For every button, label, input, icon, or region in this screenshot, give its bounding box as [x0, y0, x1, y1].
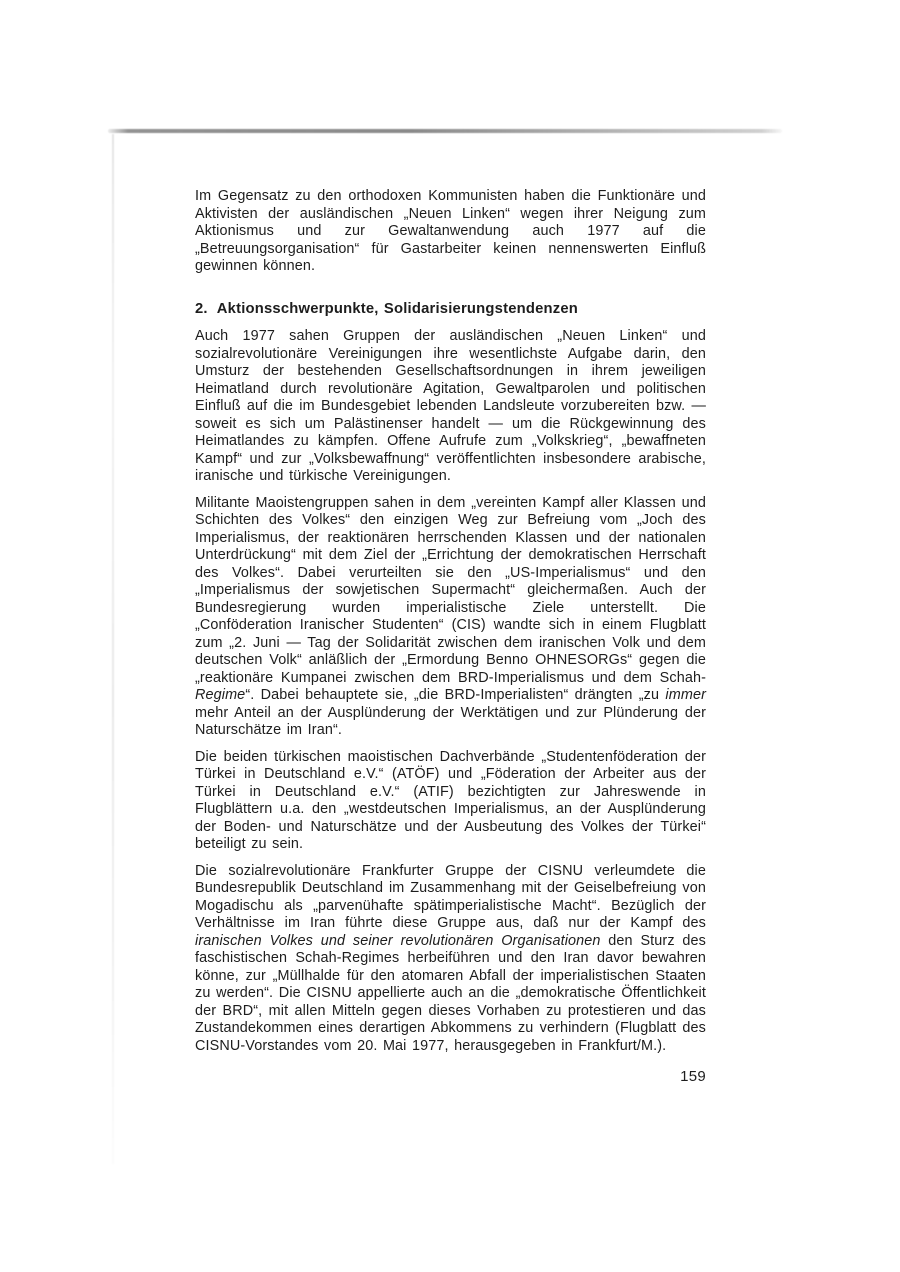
section-number: 2.: [195, 300, 208, 317]
page-top-edge-shadow: [108, 129, 782, 133]
page-number: 159: [680, 1068, 706, 1085]
text-segment: Militante Maoistengruppen sahen in dem „vereinten Kampf aller Klassen und Schichten des Volkes“ den einzigen Weg zur Befreiung vom „Joch des Imperialismus, der reaktionären herrschenden Klassen und der nationalen Unterdrückung“ mit dem Ziel der „Errichtung der demokratischen Herrschaft des Volkes“. Dabei verurteilten sie den „US-Imperialismus“ und den „Imperialismus der sowjetischen Supermacht“ gleichermaßen. Auch der Bundesregierung wurden imperialistische Ziele unterstellt. Die „Conföderation Iranischer Studenten“ (CIS) wandte sich in einem Flugblatt zum „2. Juni — Tag der Solidarität zwischen dem iranischen Volk und dem deutschen Volk“ anläßlich der „Ermordung Benno OHNESORGs“ gegen die „reaktionäre Kumpanei zwischen dem BRD-Imperialismus und dem Schah-: [195, 494, 706, 686]
text-segment: mehr Anteil an der Ausplünderung der Werktätigen und zur Plünderung der Naturschätze im Iran“.: [195, 704, 706, 738]
section-heading: [195, 301, 706, 319]
text-block: [195, 188, 706, 1086]
paragraph-tuerkische-verbaende: Die beiden türkischen maoistischen Dachverbände „Studentenföderation der Türkei in Deutschland e.V.“ (ATÖF) und „Föderation der Arbeiter aus der Türkei in Deutschland e.V.“ (ATIF) bezichtigten zur Jahreswende in Flugblättern u.a. den „westdeutschen Imperialismus, an der Ausplünderung der Boden- und Naturschätze und der Ausbeutung des Volkes der Türkei“ beteiligt zu sein.: [195, 748, 706, 852]
text-segment: den Sturz des faschistischen Schah-Regimes herbeiführen und den Iran davor bewahren könne, zur „Müllhalde für den atomaren Abfall der imperialistischen Staaten zu werden“. Die CISNU appellierte auch an die „demokratische Öffentlichkeit der BRD“, mit allen Mitteln gegen dieses Vorhaben zu protestieren und das Zustandekommen eines derartigen Abkommens zu verhindern (Flugblatt des CISNU-Vorstandes vom 20. Mai 1977, herausgegeben in Frankfurt/M.).: [195, 932, 706, 1054]
text-segment: Die sozialrevolutionäre Frankfurter Gruppe der CISNU verleumdete die Bundesrepublik Deutschland im Zusammenhang mit der Geiselbefreiung von Mogadischu als „parvenühafte spätimperialistische Macht“. Bezüglich der Verhältnisse im Iran führte diese Gruppe aus, daß nur der Kampf des: [195, 862, 706, 931]
section-title: Aktionsschwerpunkte, Solidarisierungstendenzen: [216, 300, 579, 317]
paragraph-cisnu: [195, 863, 706, 1056]
text-segment-italic: iranischen Volkes und seiner revolutionären Organisationen: [195, 932, 601, 949]
page-left-edge-shadow: [112, 134, 114, 1164]
text-segment-italic: Regime: [195, 687, 246, 703]
paragraph-maoisten: [195, 495, 706, 740]
text-segment-italic: immer: [665, 687, 706, 703]
intro-paragraph: Im Gegensatz zu den orthodoxen Kommunisten haben die Funktionäre und Aktivisten der ausländischen „Neuen Linken“ wegen ihrer Neigung zum Aktionismus und zur Gewaltanwendung auch 1977 auf die „Betreuungsorganisation“ für Gastarbeiter keinen nennenswerten Einfluß gewinnen können.: [195, 188, 706, 274]
text-segment: “. Dabei behauptete sie, „die BRD-Imperialisten“ drängten „zu: [245, 687, 666, 703]
paragraph-aktionen: Auch 1977 sahen Gruppen der ausländischen „Neuen Linken“ und sozialrevolutionäre Vereinigungen ihre wesentlichste Aufgabe darin, den Umsturz der bestehenden Gesellschaftsordnungen in ihrem jeweiligen Heimatland durch revolutionäre Agitation, Gewaltparolen und politischen Einfluß auf die im Bundesgebiet lebenden Landsleute vorzubereiten bzw. — soweit es sich um Palästinenser handelt — um die Rückgewinnung des Heimatlandes zu kämpfen. Offene Aufrufe zum „Volkskrieg“, „bewaffneten Kampf“ und zur „Volksbewaffnung“ veröffentlichten insbesondere arabische, iranische und türkische Vereinigungen.: [195, 328, 706, 484]
